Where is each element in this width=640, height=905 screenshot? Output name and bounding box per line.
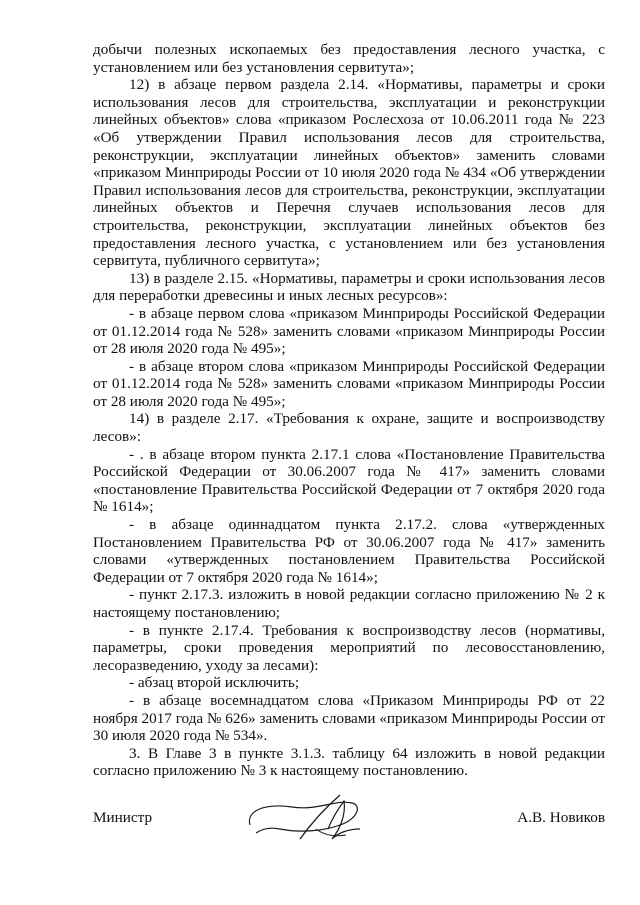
paragraph: 12) в абзаце первом раздела 2.14. «Нормативы, параметры и сроки использования лесов для строительства, эксплуатации и реконструкции линейных объектов» слова «приказом Рослесхоза от 10.06.2011 года № 223 «Об утверждении Правил использования лесов для строительства, реконструкции, эксплуатации линейных объектов» заменить словами «приказом Минприроды России от 10 июля 2020 года № 434 «Об утверждении Правил использования лесов для строительства, реконструкции, эксплуатации линейных объектов и Перечня случаев использования лесов для строительства, реконструкции, эксплуатации линейных объектов без предоставления лесного участка, с установлением или без установления сервитута, публичного сервитута»; — [93, 76, 605, 270]
paragraph: - абзац второй исключить; — [129, 674, 300, 692]
handwritten-signature — [240, 785, 370, 855]
signatory-title: Министр — [93, 809, 153, 826]
signature-block — [93, 803, 605, 863]
paragraph: добычи полезных ископаемых без предоставления лесного участка, с установлением или без установления сервитута»; — [93, 41, 605, 76]
signatory-name: А.В. Новиков — [517, 809, 605, 826]
paragraph: - в абзаце первом слова «приказом Минприроды Российской Федерации от 01.12.2014 года № 528» заменить словами «приказом Минприроды России от 28 июля 2020 года № 495»; — [93, 304, 605, 358]
paragraph: - в абзаце втором слова «приказом Минприроды Российской Федерации от 01.12.2014 года № 528» заменить словами «приказом Минприроды России от 28 июля 2020 года № 495»; — [93, 357, 605, 410]
paragraph: 14) в разделе 2.17. «Требования к охране, защите и воспроизводству лесов»: — [93, 410, 605, 446]
paragraph: - в пункте 2.17.4. Требования к воспроизводству лесов (нормативы, параметры, сроки проведения мероприятий по лесовосстановлению, лесоразведению, уходу за лесами): — [93, 621, 605, 674]
paragraph: - в абзаце одиннадцатом пункта 2.17.2. слова «утвержденных Постановлением Правительства РФ от 30.06.2007 года № 417» заменить словами «утвержденных постановлением Правительства Российской Федерации от 7 октября 2020 года № 1614»; — [93, 516, 605, 586]
paragraph: 13) в разделе 2.15. «Нормативы, параметры и сроки использования лесов для переработки древесины и иных лесных ресурсов»: — [93, 269, 605, 305]
document-body — [93, 41, 605, 780]
paragraph: - . в абзаце втором пункта 2.17.1 слова «Постановление Правительства Российской Федерации от 30.06.2007 года № 417» заменить словами «постановление Правительства Российской Федерации от 7 октября 2020 года № 1614»; — [93, 445, 605, 516]
paragraph: - в абзаце восемнадцатом слова «Приказом Минприроды РФ от 22 ноября 2017 года № 626» заменить словами «приказом Минприроды России от 30 июля 2020 года № 534». — [93, 691, 605, 745]
paragraph: - пункт 2.17.3. изложить в новой редакции согласно приложению № 2 к настоящему постановлению; — [93, 586, 605, 621]
paragraph: 3. В Главе 3 в пункте 3.1.3. таблицу 64 изложить в новой редакции согласно приложению № 3 к настоящему постановлению. — [93, 744, 605, 780]
